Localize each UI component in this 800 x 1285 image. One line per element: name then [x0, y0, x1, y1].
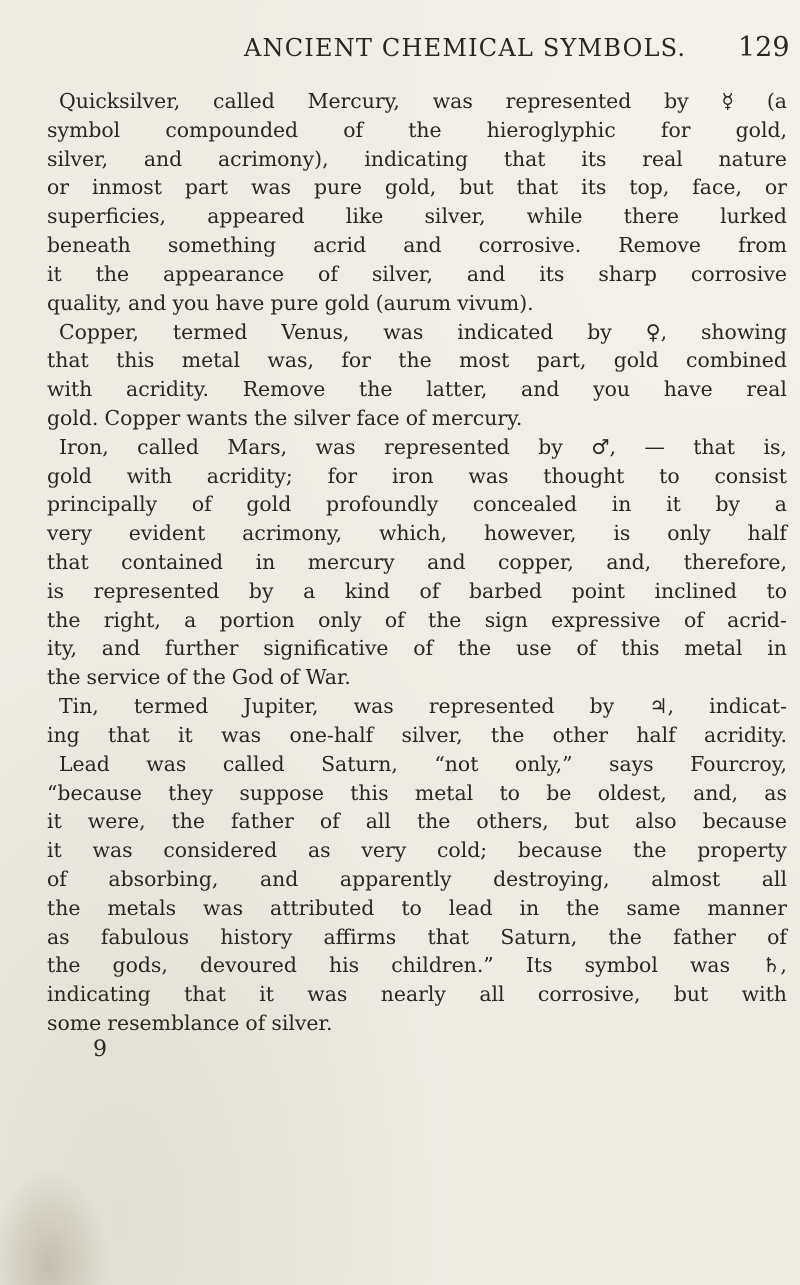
text-line: beneath something acrid and corrosive. Remove from: [47, 233, 787, 258]
page-number: 129: [738, 32, 790, 63]
page-stain: [0, 1150, 120, 1285]
text-line: or inmost part was pure gold, but that its top, face, or: [47, 175, 787, 200]
text-line: Iron, called Mars, was represented by ♂, — that is,: [59, 434, 787, 459]
body-text: [47, 87, 787, 1038]
text-line: it was considered as very cold; because the property: [47, 838, 787, 863]
text-line: it were, the father of all the others, but also because: [47, 809, 787, 834]
running-title: ANCIENT CHEMICAL SYMBOLS.: [244, 34, 687, 62]
text-line: principally of gold profoundly concealed in it by a: [47, 492, 787, 517]
printer-signature-mark: 9: [93, 1037, 107, 1062]
text-line: with acridity. Remove the latter, and you have real: [47, 377, 787, 402]
text-line: Lead was called Saturn, “not only,” says Fourcroy,: [59, 751, 787, 776]
text-line: symbol compounded of the hieroglyphic for gold,: [47, 117, 787, 142]
text-line: it the appearance of silver, and its sharp corrosive: [47, 261, 787, 286]
text-line: very evident acrimony, which, however, is only half: [47, 521, 787, 546]
text-line: Quicksilver, called Mercury, was represented by ☿ (a: [59, 89, 787, 113]
text-line: the service of the God of War.: [47, 665, 351, 690]
text-line: the metals was attributed to lead in the same manner: [47, 895, 787, 920]
text-line: silver, and acrimony), indicating that its real nature: [47, 146, 787, 171]
text-line: that this metal was, for the most part, gold combined: [47, 348, 787, 373]
text-line: Copper, termed Venus, was indicated by ♀, showing: [59, 319, 787, 344]
text-line: ing that it was one-half silver, the other half acridity.: [47, 722, 787, 747]
text-line: indicating that it was nearly all corrosive, but with: [47, 982, 787, 1007]
text-line: gold with acridity; for iron was thought to consist: [47, 463, 787, 488]
text-line: some resemblance of silver.: [47, 1011, 333, 1035]
text-line: superficies, appeared like silver, while there lurked: [47, 204, 787, 229]
text-line: the gods, devoured his children.” Its symbol was ♄,: [47, 953, 787, 978]
text-line: that contained in mercury and copper, and, therefore,: [47, 550, 787, 574]
text-line: quality, and you have pure gold (aurum vivum).: [47, 290, 534, 315]
text-line: gold. Copper wants the silver face of mercury.: [47, 405, 523, 430]
text-line: Tin, termed Jupiter, was represented by ♃, indicat-: [59, 694, 787, 719]
text-line: as fabulous history affirms that Saturn, the father of: [47, 924, 787, 949]
running-head: [0, 30, 800, 70]
text-line: the right, a portion only of the sign expressive of acrid-: [47, 607, 787, 632]
text-line: ity, and further significative of the use of this metal in: [47, 636, 787, 661]
text-line: “because they suppose this metal to be oldest, and, as: [47, 780, 787, 805]
text-line: is represented by a kind of barbed point inclined to: [47, 578, 787, 603]
text-line: of absorbing, and apparently destroying, almost all: [47, 866, 787, 891]
